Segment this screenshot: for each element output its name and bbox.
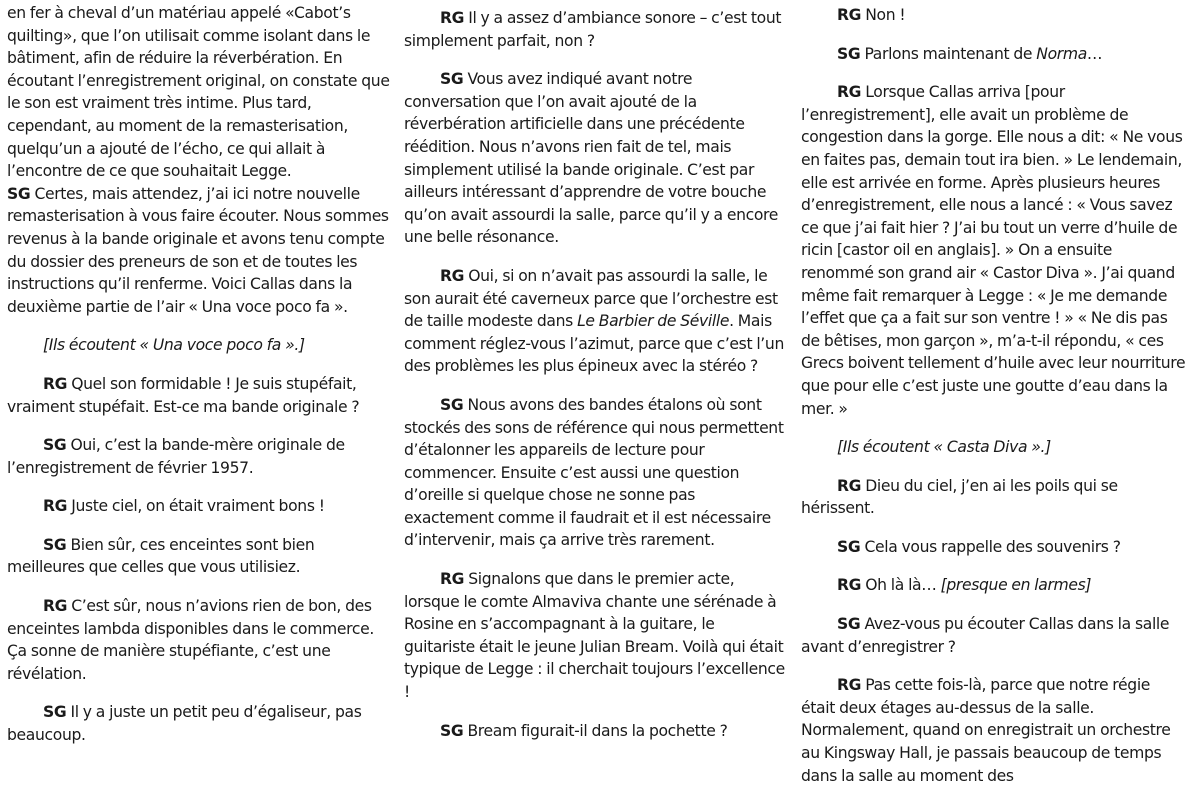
speaker-label: RG xyxy=(837,476,862,495)
speaker-label: SG xyxy=(440,70,464,89)
speech-text: Dieu du ciel, j’en ai les poils qui se hérissent. xyxy=(801,476,1118,518)
speech-text: Pas cette fois-là, parce que notre régie était deux étages au-dessus de la salle. Normalement, quand on enregistrait un orchestre au Kingsway Hall, je passais beaucoup de temps dans la salle au moment des xyxy=(801,676,1171,785)
speech-paragraph xyxy=(801,81,1187,420)
speech-text: Non ! xyxy=(865,6,906,24)
speaker-label: RG xyxy=(837,6,862,24)
speech-paragraph xyxy=(404,7,786,52)
speech-paragraph xyxy=(7,183,393,319)
speech-text: C’est sûr, nous n’avions rien de bon, des enceintes lambda disponibles dans le commerce. Ça sonne de manière stupéfiante, c’est une révélation. xyxy=(7,597,374,683)
speech-paragraph xyxy=(801,4,1187,27)
speaker-label: SG xyxy=(837,537,861,556)
stage-direction-inline: [presque en larmes] xyxy=(940,576,1092,595)
speech-text: . Mais comment réglez-vous l’azimut, parce que c’est l’un des problèmes les plus épineux avec la stéréo ? xyxy=(404,312,784,376)
speech-text: Avez-vous pu écouter Callas dans la salle avant d’enregistrer ? xyxy=(801,615,1170,656)
work-title: Le Barbier de Séville xyxy=(577,312,730,331)
speaker-label: SG xyxy=(43,703,67,722)
speech-text: Oui, si on n’avait pas assourdi la salle, le son aurait été caverneux parce que l’orchestre est de taille modeste dans xyxy=(404,266,778,331)
speech-paragraph xyxy=(7,373,393,418)
speech-text: Il y a assez d’ambiance sonore – c’est tout simplement parfait, non ? xyxy=(404,9,782,50)
speech-text: Bream figurait-il dans la pochette ? xyxy=(467,721,728,740)
speech-paragraph xyxy=(801,475,1187,520)
speech-paragraph xyxy=(404,720,786,743)
speech-paragraph xyxy=(801,613,1187,658)
speech-paragraph xyxy=(7,701,393,746)
speaker-label: SG xyxy=(837,44,861,63)
speaker-label: RG xyxy=(837,576,862,595)
speech-text: Parlons maintenant de xyxy=(864,44,1037,63)
stage-direction: [Ils écoutent « Casta Diva ».] xyxy=(837,438,1051,457)
speech-text: Nous avons des bandes étalons où sont stockés des sons de référence qui nous permettent d’étalonner les appareils de lecture pour commencer. Ensuite c’est aussi une question d’oreille si quelque chose ne sonne pas exactement comme il faudrait et il est nécessaire d’intervenir, mais ça arrive très rarement. xyxy=(404,395,784,550)
stage-direction: [Ils écoutent « Una voce poco fa ».] xyxy=(43,336,305,355)
speech-paragraph xyxy=(801,536,1187,559)
speech-text: Cela vous rappelle des souvenirs ? xyxy=(864,537,1121,556)
text-column-3 xyxy=(801,4,1187,803)
speaker-label: RG xyxy=(837,676,862,695)
speaker-label: SG xyxy=(7,184,31,203)
speech-text: Juste ciel, on était vraiment bons ! xyxy=(71,497,325,516)
speech-text: Signalons que dans le premier acte, lorsque le comte Almaviva chante une sérénade à Rosine en s’accompagnant à la guitare, le guitariste était le jeune Julian Bream. Voilà qui était typique de Legge : il cherchait toujours l’excellence ! xyxy=(404,570,785,702)
speech-paragraph xyxy=(404,68,786,249)
speech-text: Oui, c’est la bande-mère originale de l’enregistrement de février 1957. xyxy=(7,436,345,477)
speech-paragraph xyxy=(7,495,393,518)
speech-paragraph xyxy=(801,43,1187,66)
paragraph-continuation: en fer à cheval d’un matériau appelé «Cabot’s quilting», que l’on utilisait comme isolant dans le bâtiment, afin de réduire la réverbération. En écoutant l’enregistrement original, on constate que le son est vraiment très intime. Plus tard, cependant, au moment de la remasterisation, quelqu’un a ajouté de l’écho, ce qui allait à l’encontre de ce que souhaitait Legge. xyxy=(7,4,390,181)
speaker-label: RG xyxy=(43,497,68,516)
speaker-label: RG xyxy=(43,374,68,393)
speaker-label: RG xyxy=(440,570,465,589)
speech-text: Certes, mais attendez, j’ai ici notre nouvelle remasterisation à vous faire écouter. Nous sommes revenus à la bande originale et avons tenu compte du dossier des preneurs de son et de toutes les instructions qu’il renferme. Voici Callas dans la deuxième partie de l’air « Una voce poco fa ». xyxy=(7,184,389,316)
speaker-label: SG xyxy=(43,535,67,554)
speech-text: … xyxy=(1086,44,1103,63)
speaker-label: SG xyxy=(440,721,464,740)
speech-paragraph xyxy=(7,534,393,579)
text-column-1 xyxy=(7,2,393,763)
work-title: Norma xyxy=(1036,44,1087,63)
speaker-label: SG xyxy=(837,615,861,634)
speech-text: Oh là là… xyxy=(865,576,941,595)
speaker-label: RG xyxy=(43,597,68,616)
speech-paragraph xyxy=(404,265,786,378)
speech-text: Lorsque Callas arriva [pour l’enregistrement], elle avait un problème de congestion dans la gorge. Elle nous a dit: « Ne vous en faites pas, demain tout ira bien. » Le lendemain, elle est arrivée en forme. Après plusieurs heures d’enregistrement, elle nous a lancé : « Vous savez ce que j’ai fait hier ? J’ai bu tout un verre d’huile de ricin [castor oil en anglais]. » On a ensuite renommé son grand air « Castor Diva ». J’ai quand même fait remarquer à Legge : « Je me demande l’effet que ça a fait sur son ventre ! » « Ne dis pas de bêtises, mon garçon », m’a-t-il répondu, « ces Grecs boivent tellement d’huile avec leur nourriture que pour elle c’est juste une goutte d’eau dans la mer. » xyxy=(801,83,1186,418)
speaker-label: RG xyxy=(837,83,862,102)
speech-paragraph xyxy=(404,394,786,552)
speech-text: Il y a juste un petit peu d’égaliseur, pas beaucoup. xyxy=(7,703,362,745)
speech-text: Vous avez indiqué avant notre conversation que l’on avait ajouté de la réverbération artificielle dans une précédente réédition. Nous n’avons rien fait de tel, mais simplement utilisé la bande originale. C’est par ailleurs intéressant d’apprendre de votre bouche qu’on avait assourdi la salle, parce qu’il y a encore une belle résonance. xyxy=(404,70,779,247)
speech-text: Quel son formidable ! Je suis stupéfait, vraiment stupéfait. Est-ce ma bande originale ? xyxy=(7,374,360,416)
speaker-label: RG xyxy=(440,266,465,285)
speech-paragraph xyxy=(801,574,1187,597)
speech-paragraph xyxy=(7,434,393,479)
speaker-label: RG xyxy=(440,9,465,27)
text-column-2 xyxy=(404,7,786,758)
speech-text: Bien sûr, ces enceintes sont bien meilleures que celles que vous utilisiez. xyxy=(7,535,315,577)
speaker-label: SG xyxy=(440,395,464,414)
speaker-label: SG xyxy=(43,436,67,455)
speech-paragraph xyxy=(7,595,393,685)
speech-paragraph xyxy=(801,674,1187,787)
speech-paragraph xyxy=(404,568,786,704)
